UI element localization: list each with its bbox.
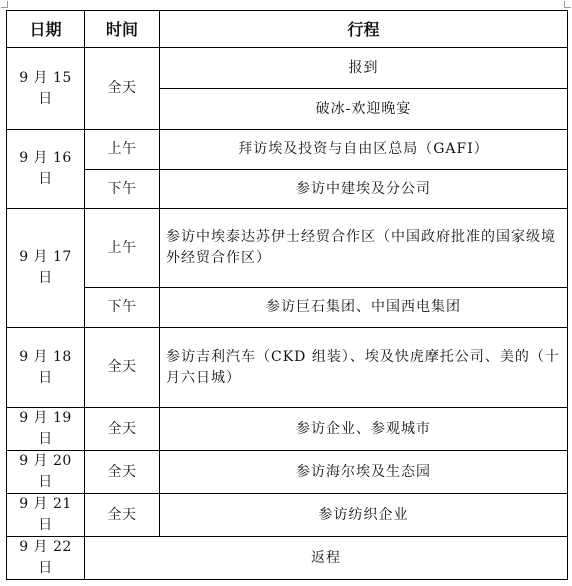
header-itinerary: 行程	[160, 11, 568, 48]
activity-cell: 破冰-欢迎晚宴	[160, 89, 568, 130]
table-row	[7, 209, 568, 288]
date-cell: 9 月 20 日	[7, 451, 85, 494]
time-cell: 下午	[85, 170, 160, 209]
table-row	[7, 328, 568, 408]
table-row	[7, 537, 568, 580]
activity-cell: 参访中建埃及分公司	[160, 170, 568, 209]
activity-cell: 返程	[85, 537, 568, 580]
activity-cell: 参访纺织企业	[160, 494, 568, 537]
itinerary-table	[6, 10, 568, 580]
table-row	[7, 451, 568, 494]
date-cell: 9 月 22 日	[7, 537, 85, 580]
date-cell: 9 月 21 日	[7, 494, 85, 537]
time-cell: 全天	[85, 408, 160, 451]
time-cell: 全天	[85, 494, 160, 537]
date-cell: 9 月 19 日	[7, 408, 85, 451]
time-cell: 全天	[85, 451, 160, 494]
activity-cell: 报到	[160, 48, 568, 89]
activity-cell: 参访巨石集团、中国西电集团	[160, 288, 568, 328]
time-cell: 上午	[85, 209, 160, 288]
date-cell: 9 月 15 日	[7, 48, 85, 130]
table-row	[7, 170, 568, 209]
activity-cell: 参访吉利汽车（CKD 组装）、埃及快虎摩托公司、美的（十月六日城）	[160, 328, 568, 408]
header-time: 时间	[85, 11, 160, 48]
date-cell: 9 月 16 日	[7, 130, 85, 209]
table-row	[7, 48, 568, 89]
table-row	[7, 408, 568, 451]
time-cell: 上午	[85, 130, 160, 170]
activity-cell: 参访中埃泰达苏伊士经贸合作区（中国政府批准的国家级境外经贸合作区）	[160, 209, 568, 288]
time-cell: 下午	[85, 288, 160, 328]
date-cell: 9 月 17 日	[7, 209, 85, 328]
date-cell: 9 月 18 日	[7, 328, 85, 408]
time-cell: 全天	[85, 328, 160, 408]
table-row	[7, 288, 568, 328]
table-row	[7, 130, 568, 170]
activity-cell: 参访海尔埃及生态园	[160, 451, 568, 494]
activity-cell: 拜访埃及投资与自由区总局（GAFI）	[160, 130, 568, 170]
page-corner-mark	[564, 1, 571, 8]
activity-cell: 参访企业、参观城市	[160, 408, 568, 451]
header-date: 日期	[7, 11, 85, 48]
page-corner-mark	[1, 1, 8, 8]
time-cell: 全天	[85, 48, 160, 130]
table-row	[7, 494, 568, 537]
table-header-row	[7, 11, 568, 48]
